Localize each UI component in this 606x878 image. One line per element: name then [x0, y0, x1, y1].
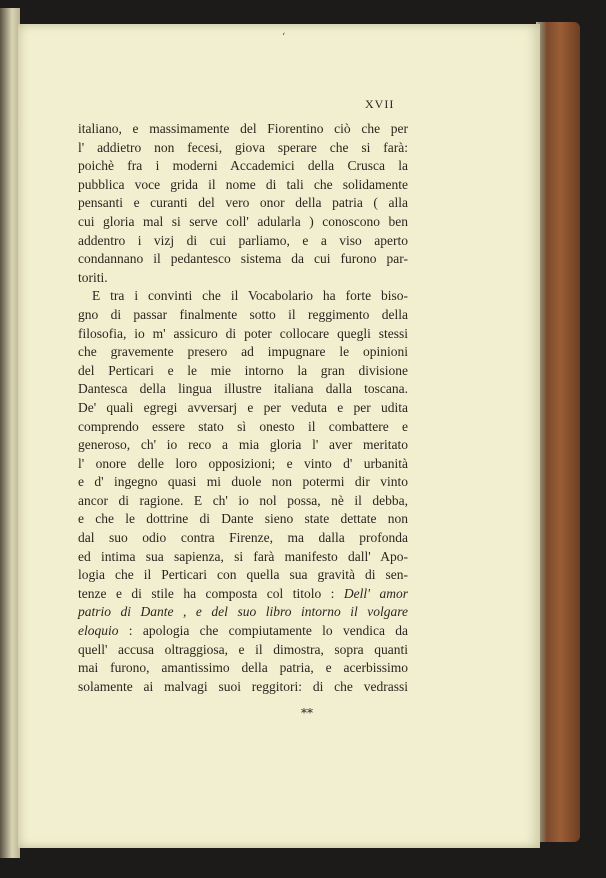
text-line: comprendo essere stato sì onesto il combattere e: [78, 418, 408, 434]
text-line: generoso, ch' io reco a mia gloria l' aver meritato: [78, 437, 408, 453]
text-line: toriti.: [78, 269, 108, 285]
book-cover-edge: [536, 22, 580, 842]
left-page-edge: [0, 8, 20, 858]
text-line: filosofia, io m' assicuro di poter collocare quegli stessi: [78, 325, 408, 341]
page-number: XVII: [365, 97, 395, 111]
text-line: [78, 603, 408, 622]
text-line: e che le dottrine di Dante sieno state dettate non: [78, 511, 408, 527]
text-line: l' onore delle loro opposizioni; e vinto d' urbanità: [78, 455, 408, 471]
text-line: l' addietro non fecesi, giova sperare che si farà:: [78, 139, 408, 155]
text-line: pubblica voce grida il nome di tali che solidamente: [78, 176, 408, 192]
text-line: quell' accusa oltraggiosa, e il dimostra, sopra quanti: [78, 641, 408, 657]
text-line: e d' ingegno quasi mi duole non potermi dir vinto: [78, 474, 408, 490]
text-span: tenze e di stile ha composta col titolo :: [78, 585, 344, 601]
text-line: Dantesca della lingua illustre italiana dalla toscana.: [78, 381, 408, 397]
title-italic: patrio di Dante , e del suo libro intorno il volgare: [78, 604, 408, 620]
text-line: poichè fra i moderni Accademici della Crusca la: [78, 158, 408, 174]
text-line: De' quali egregi avversarj e per veduta e per udita: [78, 399, 408, 415]
text-line: logia che il Perticari con quella sua gravità di sen-: [78, 567, 408, 583]
text-line: E tra i convinti che il Vocabolario ha forte biso-: [92, 288, 408, 304]
top-mark: ‘: [282, 32, 286, 43]
title-italic: eloquio: [78, 623, 119, 639]
text-line: mai furono, amantissimo della patria, e acerbissimo: [78, 660, 408, 676]
text-line: ed intima sua sapienza, si farà manifesto dall' Apo-: [78, 548, 408, 564]
text-line: [78, 585, 408, 604]
text-line: condannano il pedantesco sistema da cui furono par-: [78, 251, 408, 267]
text-line: addentro i vizj di cui parliamo, e a viso aperto: [78, 232, 408, 248]
title-italic: Dell' amor: [343, 585, 408, 601]
text-line: [78, 622, 408, 641]
text-line: solamente ai malvagi suoi reggitori: di che vedrassi: [78, 678, 408, 694]
text-line: del Perticari e le mie intorno la gran divisione: [78, 362, 408, 378]
text-line: che gravemente presero ad impugnare le opinioni: [78, 344, 408, 360]
text-line: pensanti e curanti del vero onor della patria ( alla: [78, 195, 408, 211]
text-line: gno di passar finalmente sotto il reggimento della: [78, 306, 408, 322]
signature-mark: **: [301, 706, 313, 720]
text-line: ancor di ragione. E ch' io nol possa, nè il debba,: [78, 492, 408, 508]
text-line: dal suo odio contra Firenze, ma dalla profonda: [78, 530, 408, 546]
text-line: cui gloria mal si serve coll' adularla ) conoscono ben: [78, 213, 408, 229]
text-span: : apologia che compiutamente lo vendica da: [118, 623, 408, 639]
text-line: italiano, e massimamente del Fiorentino ciò che per: [78, 121, 408, 136]
body-text: [78, 120, 408, 696]
